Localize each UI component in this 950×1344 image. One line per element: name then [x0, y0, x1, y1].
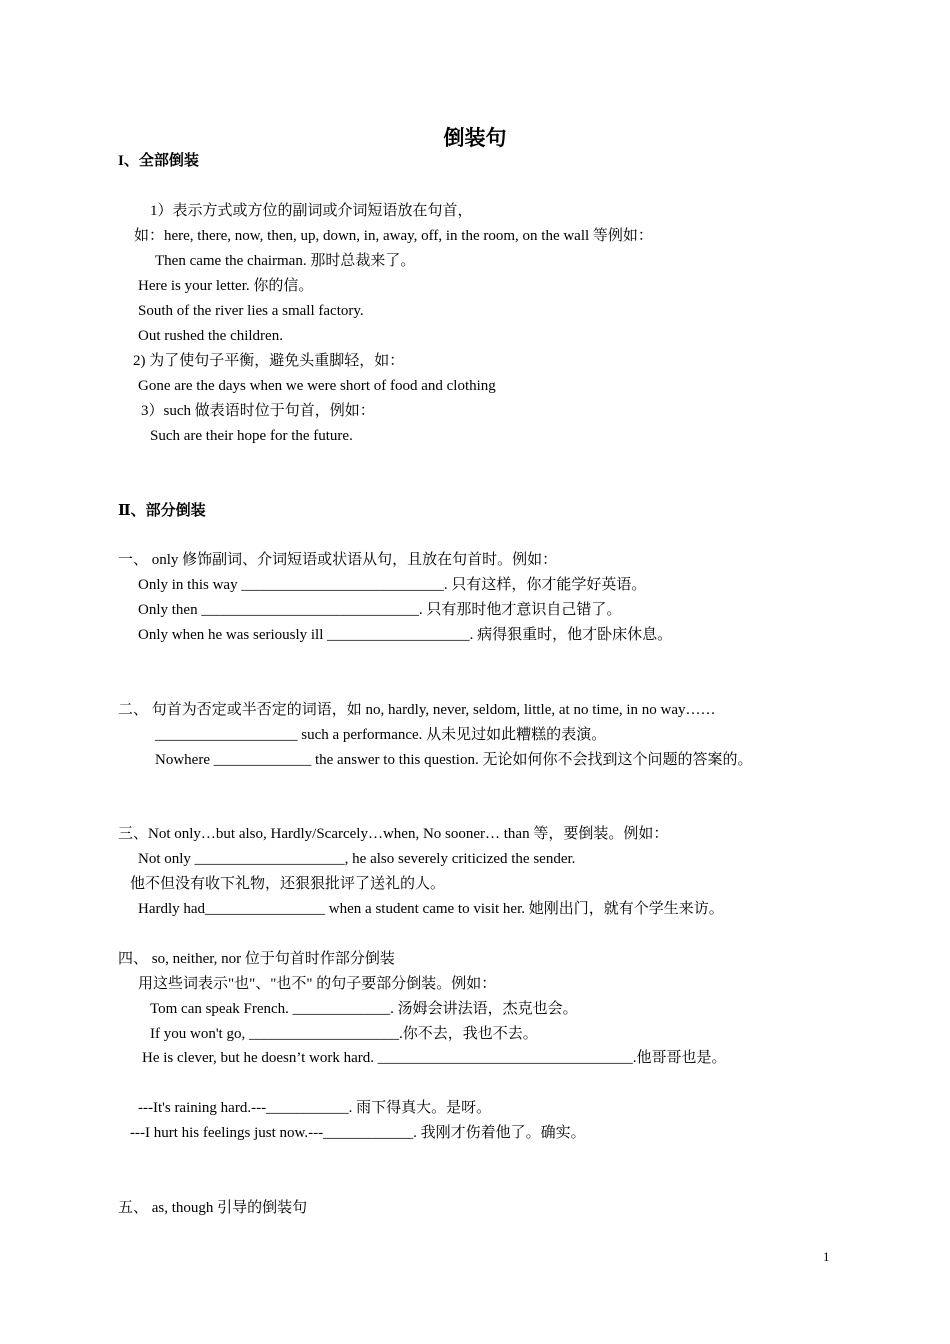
section-1-line-8: Gone are the days when we were short of food and clothing — [138, 378, 496, 394]
section-1-line-3: Then came the chairman. 那时总裁来了。 — [155, 253, 416, 269]
part-2-line-1: 二、 句首为否定或半否定的词语，如 no, hardly, never, seldom, little, at no time, in no way…… — [118, 702, 716, 718]
section-1-line-10: Such are their hope for the future. — [150, 428, 353, 444]
part-4-line-5: He is clever, but he doesn’t work hard. __________________________________.他哥哥也是。 — [142, 1050, 727, 1066]
part-4-line-6: ---It's raining hard.---___________. 雨下得真大。是呀。 — [138, 1100, 492, 1116]
section-1-line-4: Here is your letter. 你的信。 — [138, 278, 314, 294]
part-4-line-1: 四、 so, neither, nor 位于句首时作部分倒装 — [118, 951, 395, 967]
part-4-line-2: 用这些词表示"也"、"也不" 的句子要部分倒装。例如： — [138, 976, 497, 992]
section-1-line-1: 1）表示方式或方位的副词或介词短语放在句首， — [150, 203, 473, 219]
part-3-line-3: 他不但没有收下礼物，还狠狠批评了送礼的人。 — [130, 876, 446, 892]
section-1-line-7: 2) 为了使句子平衡，避免头重脚轻，如： — [133, 353, 405, 369]
part-1-line-1: 一、 only 修饰副词、介词短语或状语从句，且放在句首时。例如： — [118, 552, 558, 568]
section-1-line-5: South of the river lies a small factory. — [138, 303, 364, 319]
part-1-line-3: Only then _____________________________. 只有那时他才意识自己错了。 — [138, 602, 622, 618]
section-1-line-2: 如：here, there, now, then, up, down, in, away, off, in the room, on the wall 等例如： — [134, 228, 653, 244]
part-4-line-4: If you won't go, ____________________.你不去，我也不去。 — [150, 1026, 538, 1042]
part-4-line-3: Tom can speak French. _____________. 汤姆会讲法语，杰克也会。 — [150, 1001, 578, 1017]
page-number: 1 — [823, 1249, 830, 1264]
part-5-line-1: 五、 as, though 引导的倒装句 — [118, 1200, 308, 1216]
page-title: 倒装句 — [443, 126, 507, 150]
part-2-line-2: ___________________ such a performance. 从未见过如此糟糕的表演。 — [155, 727, 607, 743]
part-3-line-4: Hardly had________________ when a student came to visit her. 她刚出门，就有个学生来访。 — [138, 901, 724, 917]
part-4-line-7: ---I hurt his feelings just now.---____________. 我刚才伤着他了。确实。 — [130, 1125, 586, 1141]
part-3-line-1: 三、Not only…but also, Hardly/Scarcely…when, No sooner… than 等，要倒装。例如： — [118, 826, 669, 842]
part-3-line-2: Not only ____________________, he also severely criticized the sender. — [138, 851, 576, 867]
part-1-line-2: Only in this way ___________________________. 只有这样，你才能学好英语。 — [138, 577, 647, 593]
section-1-heading: I、全部倒装 — [118, 153, 199, 169]
part-2-line-3: Nowhere _____________ the answer to this question. 无论如何你不会找到这个问题的答案的。 — [155, 752, 753, 768]
section-2-heading: Ⅱ、部分倒装 — [118, 503, 206, 519]
part-1-line-4: Only when he was seriously ill ___________________. 病得狠重时，他才卧床休息。 — [138, 627, 673, 643]
section-1-line-9: 3）such 做表语时位于句首，例如： — [141, 403, 375, 419]
section-1-line-6: Out rushed the children. — [138, 328, 283, 344]
